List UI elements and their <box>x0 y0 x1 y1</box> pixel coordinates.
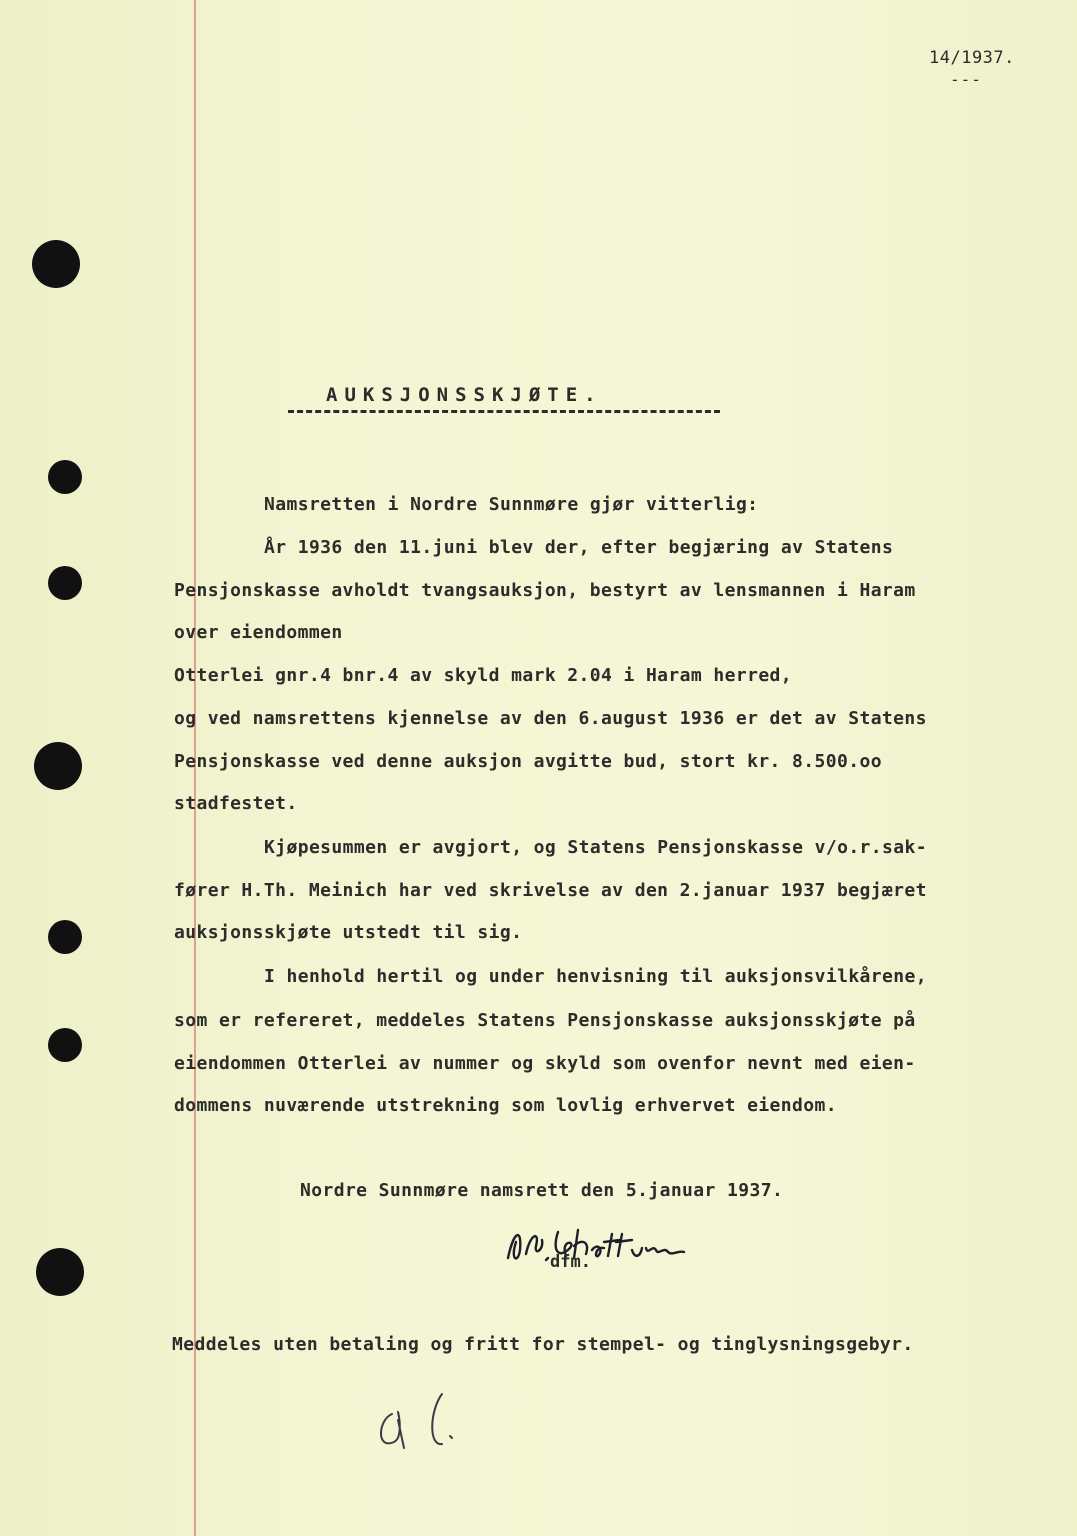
signature-title: dfm. <box>550 1252 591 1272</box>
punch-hole <box>48 566 82 600</box>
body-line: Otterlei gnr.4 bnr.4 av skyld mark 2.04 i Haram herred, <box>174 665 793 686</box>
body-line: dommens nuværende utstrekning som lovlig erhvervet eiendom. <box>174 1095 837 1116</box>
punch-hole <box>32 240 80 288</box>
punch-hole <box>48 1028 82 1062</box>
document-title: AUKSJONSSKJØTE. <box>326 384 603 406</box>
body-line: Namsretten i Nordre Sunnmøre gjør vitterlig: <box>264 494 759 515</box>
reference-rule: --- <box>950 70 982 89</box>
punch-hole <box>34 742 82 790</box>
punch-hole <box>36 1248 84 1296</box>
body-line: som er refereret, meddeles Statens Pensjonskasse auksjonsskjøte på <box>174 1010 916 1031</box>
punch-hole <box>48 920 82 954</box>
body-line: og ved namsrettens kjennelse av den 6.august 1936 er det av Statens <box>174 708 927 729</box>
punch-hole <box>48 460 82 494</box>
document-reference: 14/1937. <box>929 48 1015 68</box>
body-line: eiendommen Otterlei av nummer og skyld som ovenfor nevnt med eien- <box>174 1053 916 1074</box>
closing-line: Nordre Sunnmøre namsrett den 5.januar 1937. <box>300 1180 784 1201</box>
handwritten-signature <box>500 1220 690 1270</box>
body-line: År 1936 den 11.juni blev der, efter begjæring av Statens <box>264 537 894 558</box>
body-line: over eiendommen <box>174 622 343 643</box>
body-line: I henhold hertil og under henvisning til auksjonsvilkårene, <box>264 966 927 987</box>
title-underline <box>288 410 720 413</box>
body-line: fører H.Th. Meinich har ved skrivelse av den 2.januar 1937 begjæret <box>174 880 927 901</box>
body-line: auksjonsskjøte utstedt til sig. <box>174 922 523 943</box>
handwritten-initials <box>370 1380 480 1460</box>
body-line: stadfestet. <box>174 793 298 814</box>
body-line: Pensjonskasse avholdt tvangsauksjon, bestyrt av lensmannen i Haram <box>174 580 916 601</box>
footer-note: Meddeles uten betaling og fritt for stempel- og tinglysningsgebyr. <box>172 1334 914 1355</box>
body-line: Pensjonskasse ved denne auksjon avgitte bud, stort kr. 8.500.oo <box>174 751 882 772</box>
body-line: Kjøpesummen er avgjort, og Statens Pensjonskasse v/o.r.sak- <box>264 837 927 858</box>
